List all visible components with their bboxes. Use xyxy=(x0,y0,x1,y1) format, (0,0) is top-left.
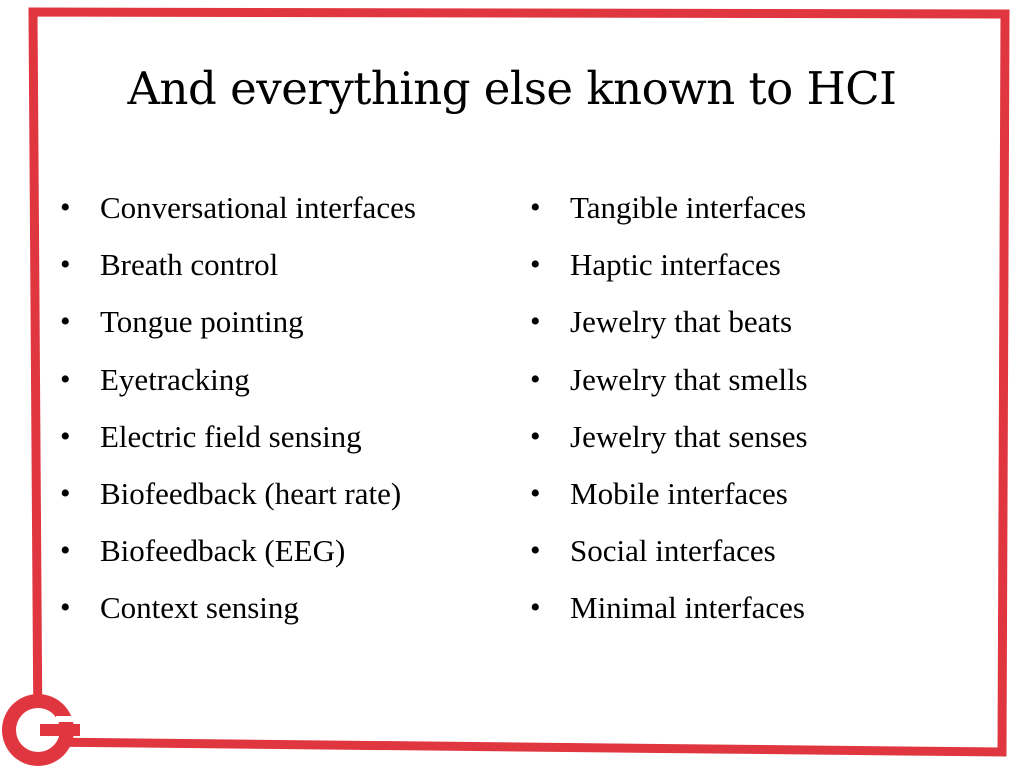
list-item-label: Eyetracking xyxy=(100,361,250,397)
list-item xyxy=(60,244,416,301)
list-item-label: Minimal interfaces xyxy=(570,590,805,626)
list-item-label: Social interfaces xyxy=(570,533,776,569)
list-item-label: Biofeedback (EEG) xyxy=(100,533,346,569)
list-item-label: Jewelry that smells xyxy=(570,361,808,397)
list-item-label: Tongue pointing xyxy=(100,304,304,340)
bullet-icon: • xyxy=(530,476,541,510)
list-item xyxy=(60,587,416,644)
bullet-icon: • xyxy=(530,534,541,568)
bullet-icon: • xyxy=(530,419,541,453)
list-item-label: Mobile interfaces xyxy=(570,475,788,511)
list-item xyxy=(530,587,808,644)
list-item xyxy=(530,416,808,473)
right-bullet-list xyxy=(530,187,808,645)
bullet-icon: • xyxy=(60,534,71,568)
list-item xyxy=(60,301,416,358)
list-item xyxy=(530,244,808,301)
list-item xyxy=(60,530,416,587)
bullet-icon: • xyxy=(60,305,71,339)
list-item-label: Haptic interfaces xyxy=(570,247,781,283)
bullet-icon: • xyxy=(530,305,541,339)
bullet-icon: • xyxy=(60,248,71,282)
list-item xyxy=(530,359,808,416)
list-item xyxy=(530,187,808,244)
list-item xyxy=(60,473,416,530)
list-item xyxy=(60,187,416,244)
list-item xyxy=(60,416,416,473)
bullet-icon: • xyxy=(60,191,71,224)
bullet-icon: • xyxy=(60,591,71,625)
list-item xyxy=(530,473,808,530)
c-logo-icon xyxy=(0,692,80,768)
bullet-icon: • xyxy=(60,362,71,396)
list-item-label: Context sensing xyxy=(100,590,299,626)
list-item-label: Tangible interfaces xyxy=(570,190,807,225)
bullet-icon: • xyxy=(530,191,541,224)
left-bullet-list xyxy=(60,187,416,645)
bullet-icon: • xyxy=(530,248,541,282)
list-item-label: Breath control xyxy=(100,247,279,283)
bullet-icon: • xyxy=(60,419,71,453)
list-item-label: Conversational interfaces xyxy=(100,190,416,225)
list-item-label: Biofeedback (heart rate) xyxy=(100,475,402,511)
list-item xyxy=(530,530,808,587)
list-item-label: Jewelry that beats xyxy=(570,304,793,340)
bullet-icon: • xyxy=(530,591,541,625)
bullet-icon: • xyxy=(530,362,541,396)
list-item-label: Electric field sensing xyxy=(100,418,362,454)
bullet-icon: • xyxy=(60,476,71,510)
list-item xyxy=(60,359,416,416)
list-item xyxy=(530,301,808,358)
slide-title: And everything else known to HCI xyxy=(127,62,897,115)
list-item-label: Jewelry that senses xyxy=(570,418,808,454)
